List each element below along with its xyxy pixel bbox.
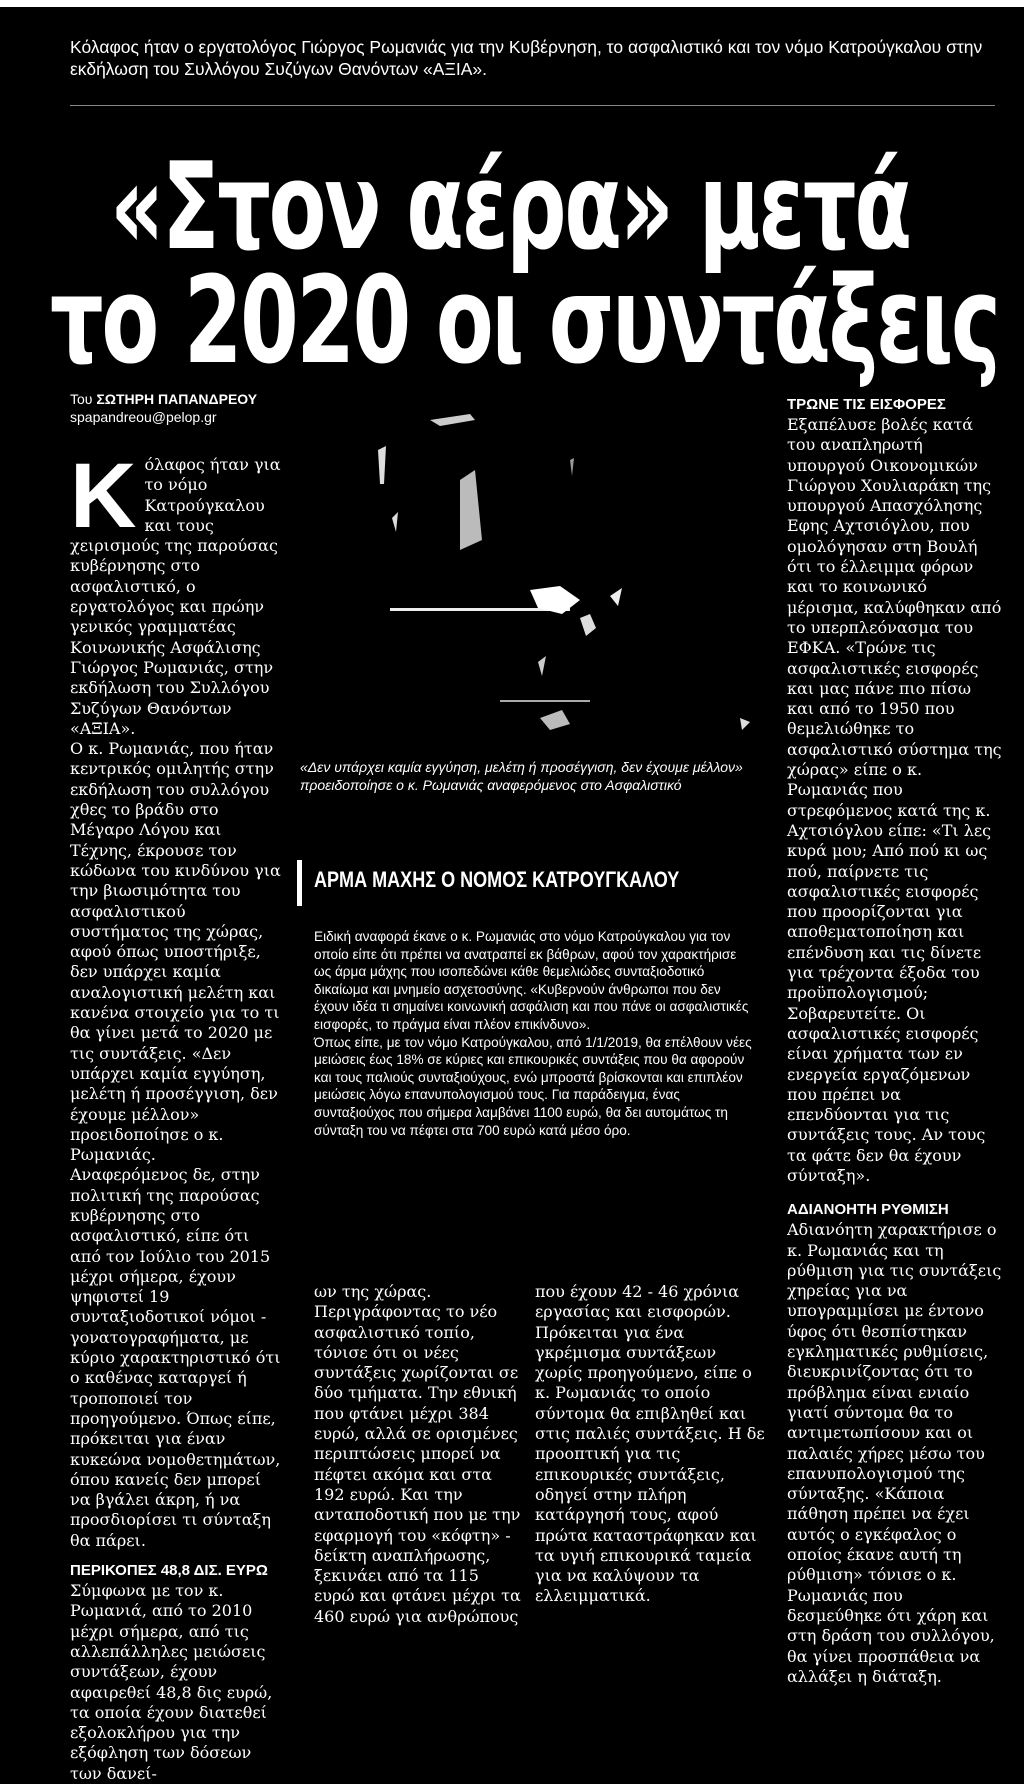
article-column-4 xyxy=(787,395,1002,1687)
byline-prefix: Του xyxy=(70,391,97,407)
author-name: ΣΩΤΗΡΗ ΠΑΠΑΝΔΡΕΟΥ xyxy=(96,391,258,407)
lead-text: Κόλαφος ήταν ο εργατολόγος Γιώργος Ρωμανιάς για την Κυβέρνηση, το ασφαλιστικό και τον νόμο Κατρούγκαλου στην εκδήλωση του Συλλόγου Συζύγων Θανόντων «ΑΞΙΑ». xyxy=(70,37,983,79)
speaker-photo xyxy=(300,400,770,750)
box-text xyxy=(314,928,754,1139)
headline-line-1: «Στον αέρα» μετά xyxy=(110,138,910,277)
drop-cap: Κ xyxy=(70,445,137,547)
paragraph-2: Ο κ. Ρωμανιάς, που ήταν κεντρικός ομιλητής στην εκδήλωση του συλλόγου χθες το βράδυ στο Μέγαρο Λόγου και Τέχνης, έκρουσε τον κώδωνα του κινδύνου για την βιωσιμότητα του ασφαλιστικού συστήματος της χώρας, αφού όπως υποστήριξε, δεν υπάρχει καμία αναλογιστική μελέτη και κανένα στοιχείο για το τι θα γίνει μετά το 2020 με τις συντάξεις. «Δεν υπάρχει καμία εγγύηση, μελέτη ή προσέγγιση, δεν έχουμε μέλλον» προειδοποίησε ο κ. Ρωμανιάς. xyxy=(70,739,281,1165)
article-column-2: ων της χώρας. Περιγράφοντας το νέο ασφαλιστικό τοπίο, τόνισε ότι οι νέες συντάξεις χωρίζονται σε δύο τμήματα. Την εθνική που φτάνει μέχρι 384 ευρώ, αλλά σε ορισμένες περιπτώσεις μπορεί να πέφτει ακόμα και στα 192 ευρώ. Και την ανταποδοτική που με την εφαρμογή του «κόφτη» - δείκτη αναπλήρωσης, ξεκινάει από τα 115 ευρώ και φτάνει μέχρι τα 460 ευρώ για ανθρώπους xyxy=(314,1282,521,1626)
paragraph-1: όλαφος ήταν για το νόμο Κατρούγκαλου και τους χειρισμούς της παρούσας κυβέρνησης στο ασφαλιστικό, ο εργατολόγος και πρώην γενικός γραμματέας Κοινωνικής Ασφάλισης Γιώργος Ρωμανιάς, στην εκδήλωση του Συλλόγου Συζύγων Θανόντων «ΑΞΙΑ». xyxy=(70,455,281,738)
author-email: spapandreou@pelop.gr xyxy=(70,409,217,425)
box-paragraph-1: Ειδική αναφορά έκανε ο κ. Ρωμανιάς στο νόμο Κατρούγκαλου για τον οποίο είπε ότι πρέπει να ανατραπεί εκ βάθρων, αφού τον χαρακτήρισε ως άρμα μάχης που ισοπεδώνει κάθε θεμελιώδες συνταξιοδοτικό δικαίωμα και μνημείο ασχετοσύνης. «Κυβερνούν άνθρωποι που δεν έχουν ιδέα τι σημαίνει κοινωνική ασφάλιση και που πάνε οι ασφαλιστικές εισφορές, το πράγμα είναι πλέον επικίνδυνο». xyxy=(314,929,749,1032)
paragraph-contributions: Εξαπέλυσε βολές κατά του αναπληρωτή υπουργού Οικονομικών Γιώργου Χουλιαράκη της υπουργού Απασχόλησης Εφης Αχτσιόγλου, που ομολόγησαν στη Βουλή ότι το έλλειμμα φόρων και το κοινωνικό μέρισμα, καλύφθηκαν από το υπερπλεόνασμα του ΕΦΚΑ. «Τρώνε τις ασφαλιστικές εισφορές και μας πάνε πιο πίσω και από το 1950 που θεμελιώθηκε το ασφαλιστικό σύστημα της χώρας» είπε ο κ. Ρωμανιάς που στρεφόμενος κατά της κ. Αχτσιόγλου είπε: «Τι λες κυρά μου; Από πού κι ως πού, παίρνετε τις ασφαλιστικές εισφορές που προορίζονται για αποθεματοποίηση και επένδυση και τις δίνετε για τρέχοντα έξοδα του προϋπολογισμού; Σοβαρευτείτε. Οι ασφαλιστικές εισφορές είναι χρήματα των εν ενεργεία εργαζόμενων που πρέπει να επενδύονται για τις συντάξεις τους. Αν τους τα φάτε δεν θα έχουν σύνταξη». xyxy=(787,415,1002,1185)
photo-caption: «Δεν υπάρχει καμία εγγύηση, μελέτη ή προσέγγιση, δεν έχουμε μέλλον» προειδοποίησε ο κ. Ρωμανιάς αναφερόμενος στο Ασφαλιστικό xyxy=(300,759,743,793)
subheading-contributions: ΤΡΩΝΕ ΤΙΣ ΕΙΣΦΟΡΕΣ xyxy=(787,396,946,413)
subheading-regulation: ΑΔΙΑΝΟΗΤΗ ΡΥΘΜΙΣΗ xyxy=(787,1201,949,1219)
photo-image xyxy=(300,400,770,750)
box-paragraph-2: Όπως είπε, με τον νόμο Κατρούγκαλου, από 1/1/2019, θα επέλθουν νέες μειώσεις έως 18% σε κύριες και επικουρικές συντάξεις που θα αφορούν και τους παλιούς συνταξιούχους, ενώ μπροστά βρίσκονται και επιπλέον μειώσεις λόγω επανυπολογισμού τους. Για παράδειγμα, ένας συνταξιούχος που σήμερα λαμβάνει 1100 ευρώ, θα δει αυτομάτως τη σύνταξη του να πέφτει στα 700 ευρώ κατά μέσο όρο. xyxy=(314,1034,752,1138)
divider xyxy=(70,105,995,106)
headline-line-2: το 2020 οι συντάξεις xyxy=(50,252,999,391)
paragraph-3: Αναφερόμενος δε, στην πολιτική της παρούσας κυβέρνησης στο ασφαλιστικό, είπε ότι από τον Ιούλιο του 2015 μέχρι σήμερα, έχουν ψηφιστεί 19 συνταξιοδοτικοί νόμοι - γονατογραφήματα, με κύριο χαρακτηριστικό ότι ο καθένας καταργεί ή τροποποιεί τον προηγούμενο. Όπως είπε, πρόκειται για έναν κυκεώνα νομοθετημάτων, όπου κανείς δεν μπορεί να βγάλει άκρη, ή να προσδιορίσει τι σύνταξη θα πάρει. xyxy=(70,1165,281,1550)
top-border xyxy=(0,0,1024,7)
box-accent-bar xyxy=(297,860,302,906)
byline xyxy=(70,390,257,426)
paragraph-4: Σύμφωνα με τον κ. Ρωμανιά, από το 2010 μέχρι σήμερα, από τις αλλεπάλληλες μειώσεις συντάξεων, έχουν αφαιρεθεί 48,8 δις ευρώ, τα οποία έχουν διατεθεί εξολοκλήρου για την εξόφληση των δόσεων των δανεί- xyxy=(70,1581,273,1783)
article-column-3: που έχουν 42 - 46 χρόνια εργασίας και εισφορών. Πρόκειται για ένα γκρέμισμα συντάξεων χωρίς προηγούμενο, είπε ο κ. Ρωμανιάς το οποίο σύντομα θα επιβληθεί και στις παλιές συντάξεις. Η δε προοπτική για τις επικουρικές συντάξεις, οδηγεί στην πλήρη κατάργησή τους, αφού πρώτα καταστράφηκαν και τα υγιή επικουρικά ταμεία για να καλύψουν τα ελλειμματικά. xyxy=(535,1282,765,1606)
article-column-1 xyxy=(70,445,285,1784)
paragraph-regulation: Αδιανόητη χαρακτήρισε ο κ. Ρωμανιάς και τη ρύθμιση για τις συντάξεις χηρείας για να υπογραμμίσει με έντονο ύφος ότι θεσπίστηκαν εγκληματικές ρυθμίσεις, διευκρινίζοντας ότι το πρόβλημα είναι ενιαίο γιατί σύντομα θα το αντιμετωπίσουν και οι παλαιές χήρες μέσω του επανυπολογισμού της σύνταξης. «Κάποια πάθηση πρέπει να έχει αυτός ο εγκέφαλος ο οποίος έκανε αυτή τη ρύθμιση» τόνισε ο κ. Ρωμανιάς που δεσμεύθηκε ότι χάρη και στη δράση του συλλόγου, θα γίνει προσπάθεια να αλλάξει η διάταξη. xyxy=(787,1220,1002,1686)
box-title: ΑΡΜΑ ΜΑΧΗΣ Ο ΝΟΜΟΣ ΚΑΤΡΟΥΓΚΑΛΟΥ xyxy=(314,867,680,892)
subheading-cuts: ΠΕΡΙΚΟΠΕΣ 48,8 ΔΙΣ. ΕΥΡΩ xyxy=(70,1562,268,1580)
